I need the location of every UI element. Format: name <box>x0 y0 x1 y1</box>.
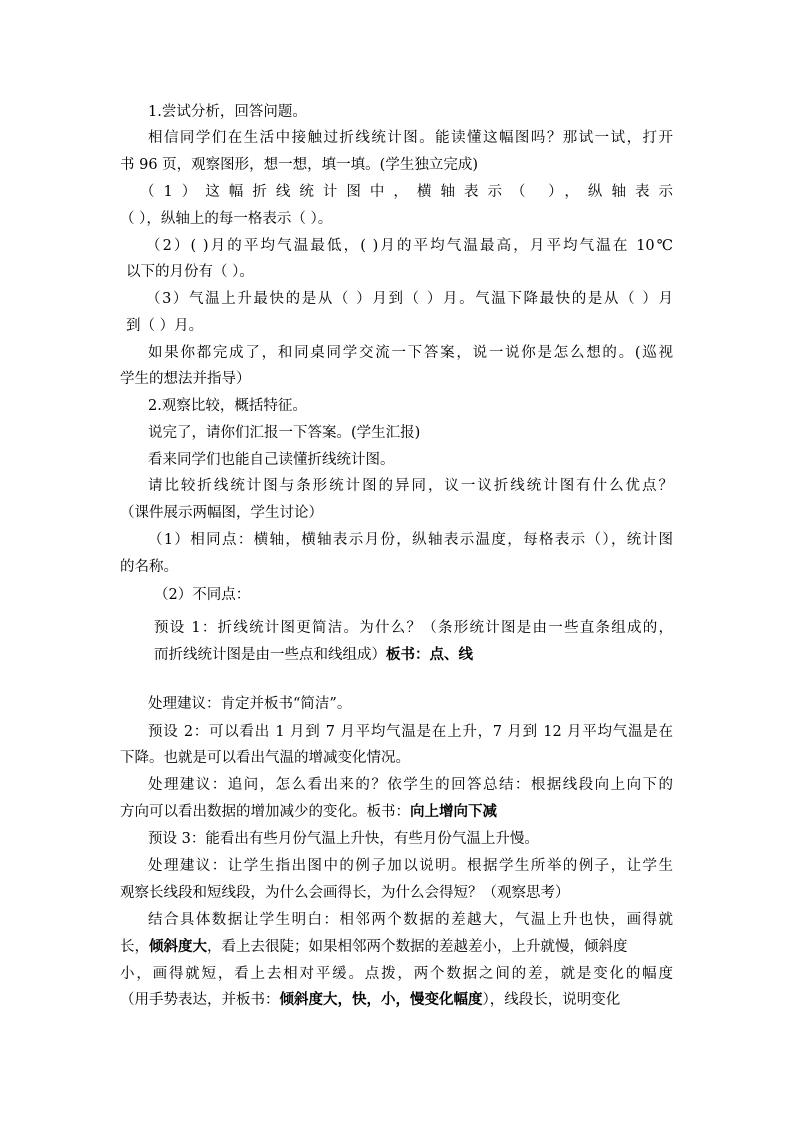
text-run: 而折线统计图是由一些点和线组成） <box>154 647 386 663</box>
suggestion-line: 观察长线段和短线段，为什么会画得长，为什么会得短？（观察思考） <box>120 885 570 901</box>
question-3-line: （3）气温上升最快的是从（ ）月到（ ）月。气温下降最快的是从（ ）月 <box>146 291 673 307</box>
similarity-line: （1）相同点：横轴，横轴表示月份，纵轴表示温度，每格表示（），统计图 <box>148 532 673 548</box>
hypothesis-2-line: 下降。也就是可以看出气温的增减变化情况。 <box>120 750 410 766</box>
question-2-line: （2）( )月的平均气温最低，( )月的平均气温最高，月平均气温在 10℃ <box>146 238 673 254</box>
text-run: （用手势表达，并板书： <box>120 992 280 1008</box>
hypothesis-3-line: 预设 3：能看出有些月份气温上升快，有些月份气温上升慢。 <box>148 831 539 847</box>
text-run: ，看上去很陡；如果相邻两个数据的差越差小，上升就慢，倾斜度 <box>207 939 628 955</box>
paragraph-line: 如果你都完成了，和同桌同学交流一下答案，说一说你是怎么想的。(巡视 <box>148 345 673 361</box>
suggestion-line: 处理建议：肯定并板书“简洁”。 <box>148 696 352 712</box>
explanation-line <box>120 990 620 1010</box>
paragraph-line: （课件展示两幅图，学生讨论） <box>120 505 323 521</box>
text-run: 方向可以看出数据的增加减少的变化。板书： <box>120 804 410 820</box>
question-3-line: 到（ ）月。 <box>126 318 204 334</box>
hypothesis-1-line <box>154 645 473 665</box>
text-run: 长， <box>120 939 149 955</box>
question-2-line: 以下的月份有（ ）。 <box>126 264 254 280</box>
paragraph-line: 书 96 页，观察图形，想一想，填一填。(学生独立完成) <box>120 157 478 173</box>
paragraph-line: 相信同学们在生活中接触过折线统计图。能读懂这幅图吗？那试一试，打开 <box>148 130 673 146</box>
section-heading-1: 1.尝试分析，回答问题。 <box>148 104 307 120</box>
explanation-line: 结合具体数据让学生明白：相邻两个数据的差越大，气温上升也快，画得就 <box>148 912 673 928</box>
board-note: 向上增向下减 <box>410 803 497 820</box>
paragraph-line: 请比较折线统计图与条形统计图的异同，议一议折线统计图有什么优点？ <box>148 478 673 494</box>
paragraph-line: 学生的想法并指导） <box>120 371 251 387</box>
question-1-line: （ ），纵轴上的每一格表示（ ）。 <box>120 211 333 227</box>
paragraph-line: 说完了，请你们汇报一下答案。(学生汇报) <box>148 425 421 441</box>
hypothesis-1-line: 预设 1：折线统计图更简洁。为什么？（条形统计图是由一些直条组成的， <box>154 620 673 636</box>
difference-heading: （2）不同点： <box>154 587 251 603</box>
question-1-line: （1）这幅折线统计图中，横轴表示（ ），纵轴表示 <box>140 184 673 200</box>
similarity-line: 的名称。 <box>120 559 178 575</box>
suggestion-line: 处理建议：让学生指出图中的例子加以说明。根据学生所举的例子，让学生 <box>148 858 673 874</box>
board-note: 倾斜度大 <box>149 938 207 955</box>
section-heading-2: 2.观察比较，概括特征。 <box>148 398 307 414</box>
paragraph-line: 看来同学们也能自己读懂折线统计图。 <box>148 452 395 468</box>
text-run: ），线段长，说明变化 <box>482 992 621 1008</box>
board-note: 板书：点、线 <box>386 646 473 663</box>
board-note: 倾斜度大，快，小，慢变化幅度 <box>279 991 483 1008</box>
suggestion-line: 处理建议：追问，怎么看出来的？依学生的回答总结：根据线段向上向下的 <box>148 777 673 793</box>
explanation-line: 小，画得就短，看上去相对平缓。点拨，两个数据之间的差，就是变化的幅度 <box>120 966 673 982</box>
explanation-line <box>120 937 628 957</box>
hypothesis-2-line: 预设 2：可以看出 1 月到 7 月平均气温是在上升，7 月到 12 月平均气温是在 <box>148 724 673 740</box>
suggestion-line <box>120 802 497 822</box>
